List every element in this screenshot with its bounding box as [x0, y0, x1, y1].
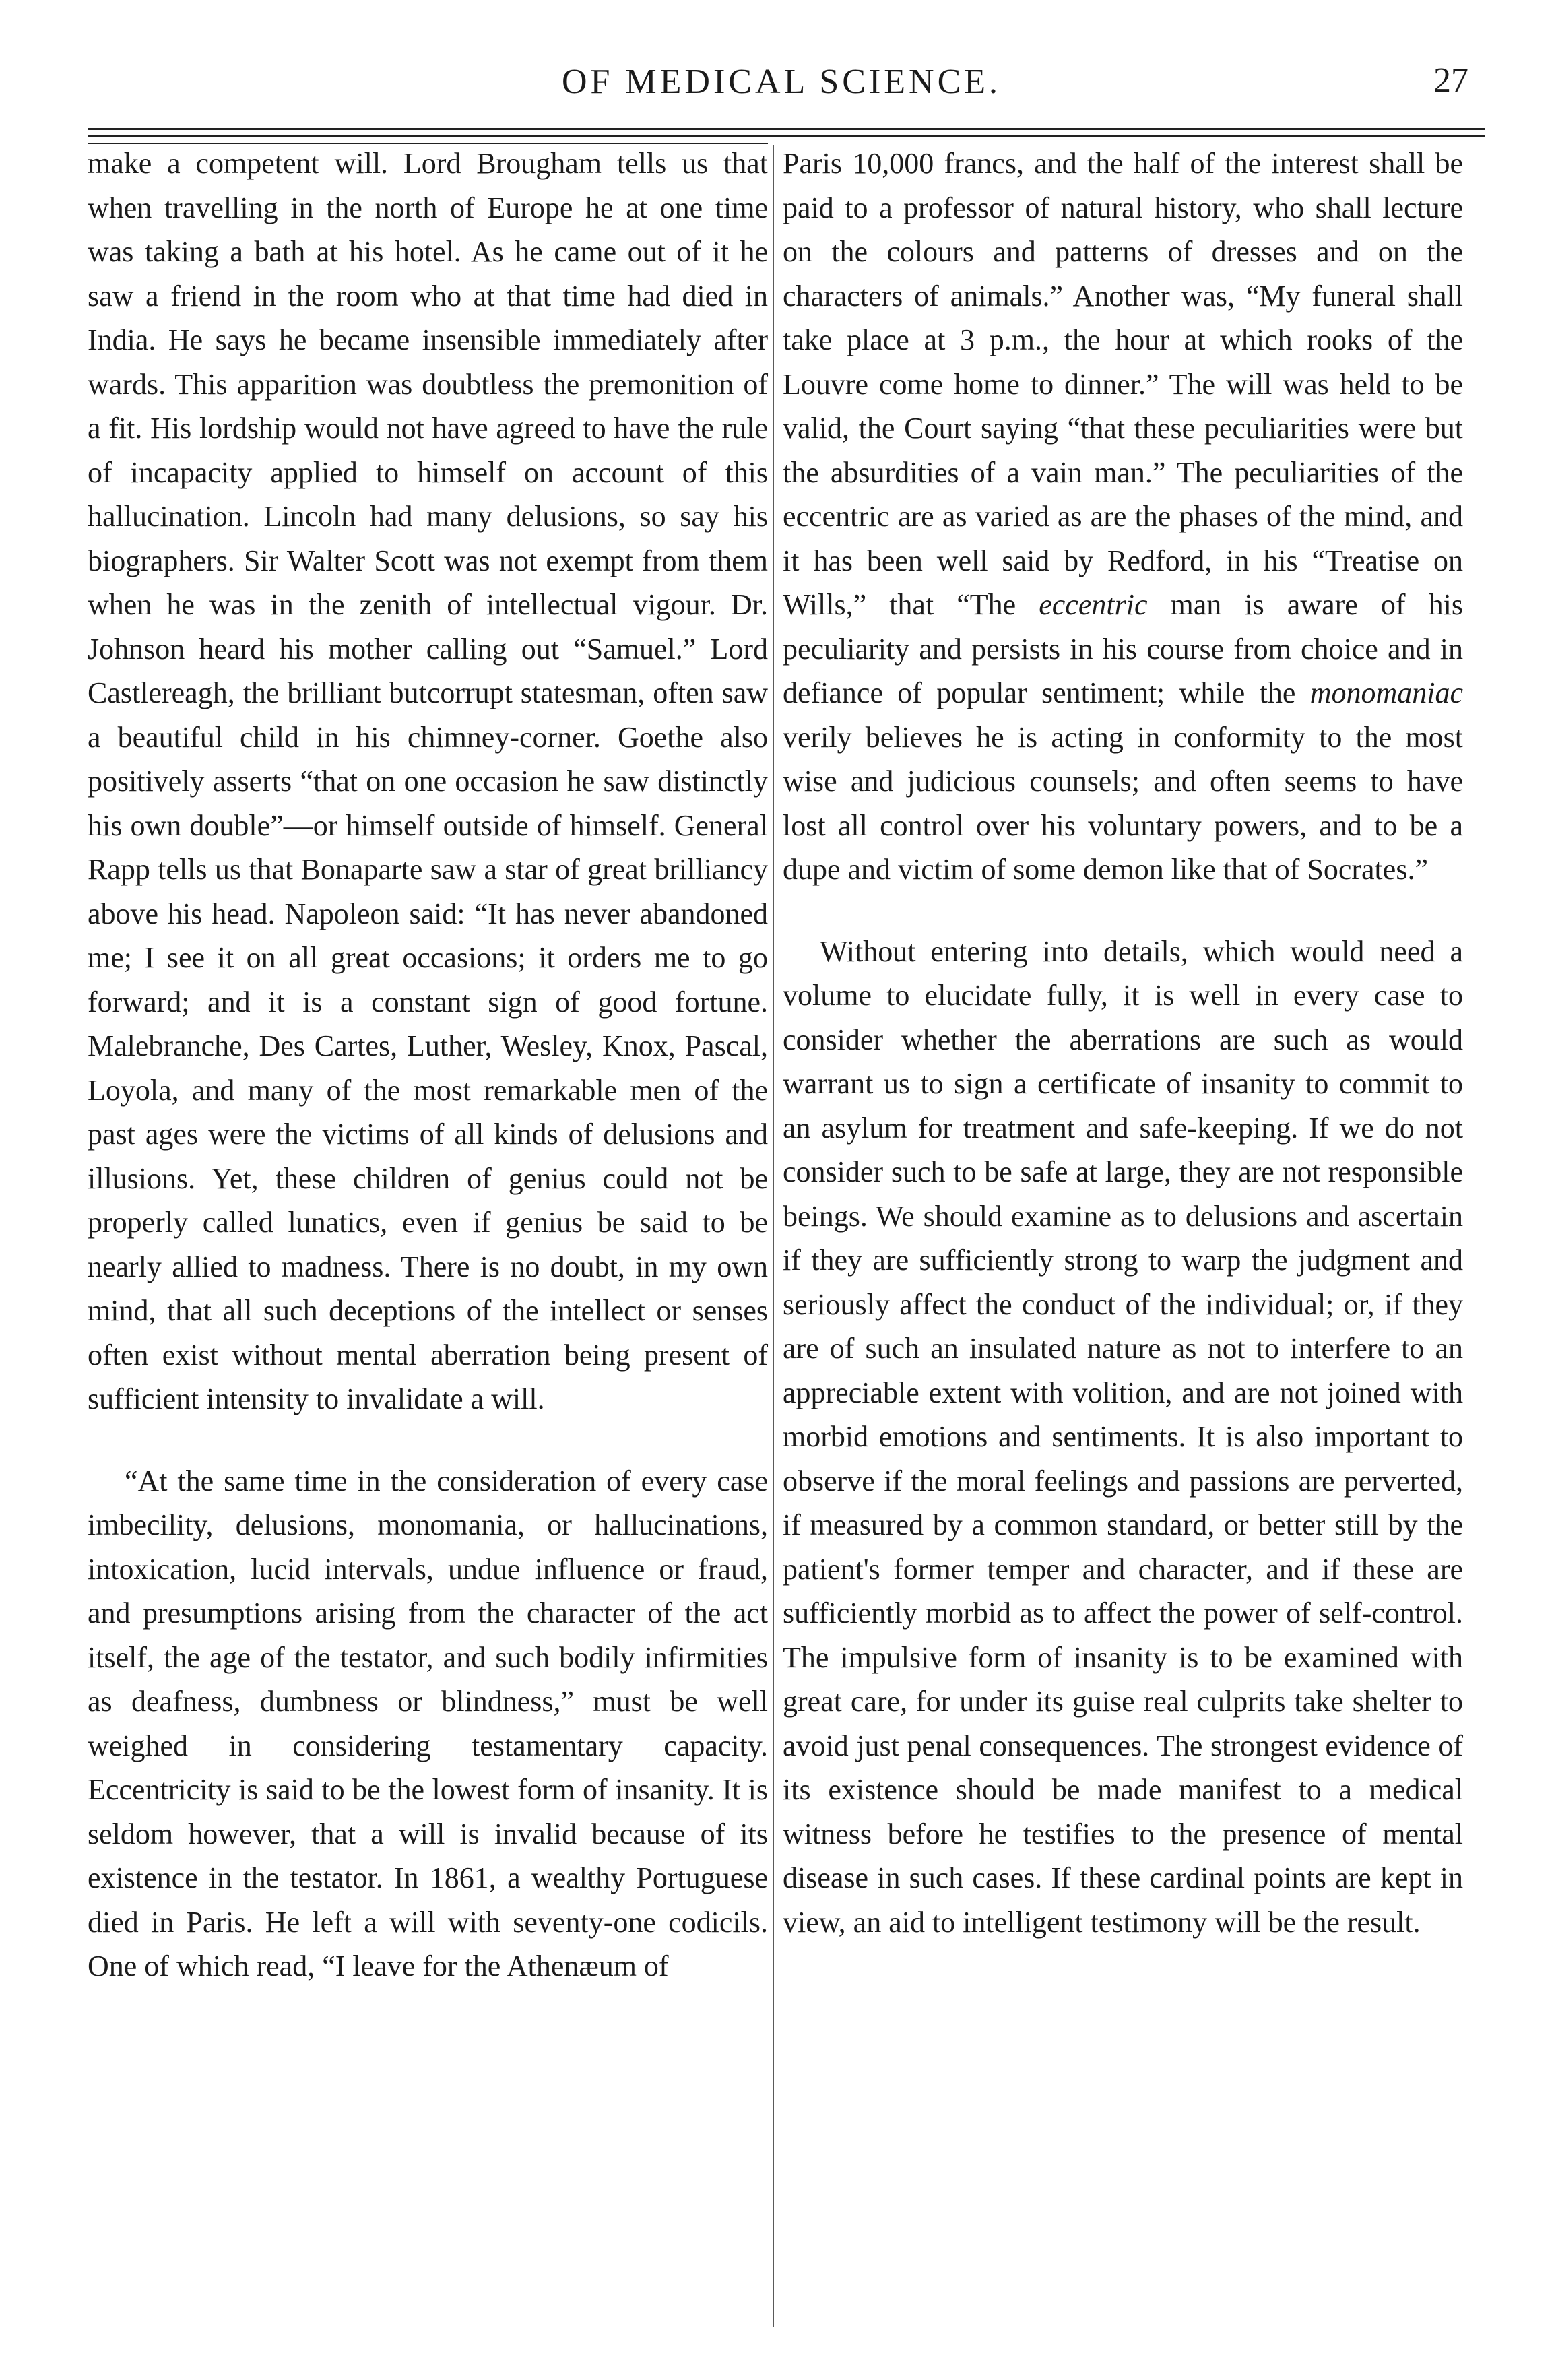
right-paragraph-2: Without entering into details, which would need a volume to elucidate fully, it is well in every case to consider whether the aberrations are such as would warrant us to sign a certificate of insanity to commit to an asylum for treatment and safe-keeping. If we do not consider such to be safe at large, they are not responsible beings. We should examine as to delusions and ascertain if they are sufficiently strong to warp the judgment and seriously affect the conduct of the individual; or, if they are of such an insulated nature as not to interfere to an appreciable extent with volition, and are not joined with morbid emotions and sentiments. It is also important to observe if the moral feelings and passions are perverted, if measured by a common standard, or better still by the patient's former temper and character, and if these are sufficiently morbid as to affect the power of self-control. The impulsive form of insanity is to be examined with great care, for under its guise real culprits take shelter to avoid just penal consequences. The strongest evidence of its existence should be made manifest to a medical witness before he testifies to the presence of mental disease in such cases. If these cardinal points are kept in view, an aid to intelligent testimony will be the result. [783, 934, 1463, 1939]
header-rule-bottom [88, 135, 1485, 137]
header-rule-top [88, 128, 1485, 130]
column-divider [773, 145, 774, 2327]
right-paragraph-1-text-c: verily believes he is acting in conformity to the most wise and judicious counsels; and often seems to have lost all control over his voluntary powers, and to be a dupe and victim of some demon like that of Socrates.” [783, 720, 1463, 886]
right-paragraph-1-text-a: Paris 10,000 francs, and the half of the interest shall be paid to a professor of natural history, who shall lecture on the colours and patterns of dresses and on the characters of animals.” Another was, “My funeral shall take place at 3 p.m., the hour at which rooks of the Louvre come home to dinner.” The will was held to be valid, the Court saying “that these peculiarities were but the absurdities of a vain man.” The peculiarities of the eccentric are as varied as are the phases of the mind, and it has been well said by Redford, in his “Treatise on Wills,” that “The [783, 147, 1463, 621]
page-title: OF MEDICAL SCIENCE. [561, 63, 1002, 101]
left-paragraph-2: “At the same time in the consideration of every case imbecility, delusions, monomania, or hallucinations, intoxication, lucid intervals, undue influence or fraud, and presumptions arising from the character of the act itself, the age of the testator, and such bodily infirmities as deafness, dumbness or blindness,” must be well weighed in considering testamentary capacity. Eccentricity is said to be the lowest form of insanity. It is seldom however, that a will is invalid because of its existence in the testator. In 1861, a wealthy Portuguese died in Paris. He left a will with seventy-one codicils. One of which read, “I leave for the Athenæum of [88, 1464, 768, 1983]
monomaniac-italic: monomaniac [1309, 676, 1463, 709]
left-column [88, 141, 768, 1989]
right-paragraph-1 [783, 141, 1463, 892]
running-header [81, 40, 1482, 121]
eccentric-italic: eccentric [1039, 588, 1148, 621]
page-number: 27 [1433, 61, 1468, 100]
left-paragraph-1: make a competent will. Lord Brougham tells us that when travelling in the north of Europe he at one time was taking a bath at his hotel. As he came out of it he saw a friend in the room who at that time had died in India. He says he became insensible immediately after wards. This apparition was doubtless the premonition of a fit. His lordship would not have agreed to have the rule of incapacity applied to himself on account of this hallucination. Lincoln had many delusions, so say his biographers. Sir Walter Scott was not exempt from them when he was in the zenith of intellectual vigour. Dr. Johnson heard his mother calling out “Samuel.” Lord Castlereagh, the brilliant butcorrupt statesman, often saw a beautiful child in his chimney-corner. Goethe also positively asserts “that on one occasion he saw distinctly his own double”—or himself outside of himself. General Rapp tells us that Bonaparte saw a star of great brilliancy above his head. Napoleon said: “It has never abandoned me; I see it on all great occasions; it orders me to go forward; and it is a constant sign of good fortune. Malebranche, Des Cartes, Luther, Wesley, Knox, Pascal, Loyola, and many of the most remarkable men of the past ages were the victims of all kinds of delusions and illusions. Yet, these children of genius could not be properly called lunatics, even if genius be said to be nearly allied to madness. There is no doubt, in my own mind, that all such deceptions of the intellect or senses often exist without mental aberration being present of sufficient intensity to invalidate a will. [88, 147, 768, 1415]
right-paragraph-1-text-b: man is aware of his peculiarity and persists in his course from choice and in defiance of popular sentiment; while the [783, 588, 1463, 709]
right-column [783, 141, 1463, 1944]
